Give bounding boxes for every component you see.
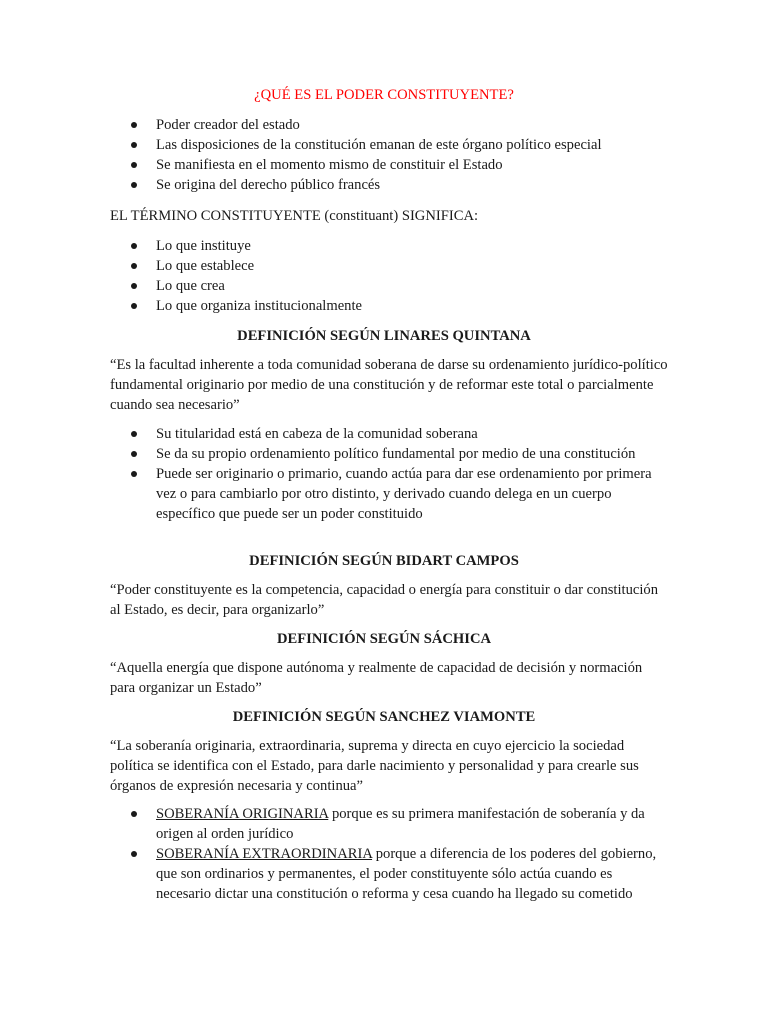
page-title: ¿QUÉ ES EL PODER CONSTITUYENTE? [254, 87, 514, 103]
bullet-icon [131, 303, 137, 309]
list-item: Lo que crea [110, 276, 670, 296]
bullet-icon [131, 851, 137, 857]
bullet-icon [131, 162, 137, 168]
bullet-icon [131, 263, 137, 269]
term-originaria: SOBERANÍA ORIGINARIA [156, 806, 329, 822]
term-heading: EL TÉRMINO CONSTITUYENTE (constituant) SIGNIFICA: [110, 208, 479, 224]
list-item: Lo que instituye [110, 236, 670, 256]
bullet-icon [131, 431, 137, 437]
list-item: Las disposiciones de la constitución emanan de este órgano político especial [110, 135, 670, 155]
list-item: Se origina del derecho público francés [110, 175, 670, 195]
list-item: Puede ser originario o primario, cuando actúa para dar ese ordenamiento por primera vez o para cambiarlo por otro distinto, y derivado cuando delega en un cuerpo específico que puede ser un poder constituido [110, 464, 670, 524]
characteristics-list [110, 115, 670, 195]
quote-linares: “Es la facultad inherente a toda comunidad soberana de darse su ordenamiento jurídico-político fundamental originario por medio de una constitución y de reformar este total o parcialmente cuando sea necesario” [110, 357, 668, 413]
term-extraordinaria: SOBERANÍA EXTRAORDINARIA [156, 846, 373, 862]
quote-sachica: “Aquella energía que dispone autónoma y realmente de capacidad de decisión y normación para organizar un Estado” [110, 660, 643, 696]
bullet-icon [131, 142, 137, 148]
linares-list [110, 424, 670, 524]
bullet-icon [131, 122, 137, 128]
section-heading-linares: DEFINICIÓN SEGÚN LINARES QUINTANA [237, 328, 531, 344]
bullet-icon [131, 471, 137, 477]
list-item: Se da su propio ordenamiento político fundamental por medio de una constitución [110, 444, 670, 464]
list-item: Lo que establece [110, 256, 670, 276]
sanchez-list [110, 804, 670, 904]
bullet-icon [131, 243, 137, 249]
list-item: Se manifiesta en el momento mismo de constituir el Estado [110, 155, 670, 175]
list-item: Poder creador del estado [110, 115, 670, 135]
list-item: SOBERANÍA ORIGINARIA porque es su primera manifestación de soberanía y da origen al orden jurídico [110, 804, 670, 844]
section-heading-bidart: DEFINICIÓN SEGÚN BIDART CAMPOS [249, 553, 519, 569]
list-item: Lo que organiza institucionalmente [110, 296, 670, 316]
list-item: SOBERANÍA EXTRAORDINARIA porque a diferencia de los poderes del gobierno, que son ordinarios y permanentes, el poder constituyente sólo actúa cuando es necesario dictar una constitución o reforma y cesa cuando ha llegado su cometido [110, 844, 670, 904]
section-heading-sachica: DEFINICIÓN SEGÚN SÁCHICA [276, 631, 492, 647]
quote-sanchez: “La soberanía originaria, extraordinaria, suprema y directa en cuyo ejercicio la sociedad política se identifica con el Estado, para darle nacimiento y personalidad y para crearle sus órganos de expresión necesaria y continua” [110, 738, 639, 794]
bullet-icon [131, 182, 137, 188]
bullet-icon [131, 283, 137, 289]
list-item: Su titularidad está en cabeza de la comunidad soberana [110, 424, 670, 444]
bullet-icon [131, 811, 137, 817]
quote-bidart: “Poder constituyente es la competencia, capacidad o energía para constituir o dar constitución al Estado, es decir, para organizarlo” [110, 582, 659, 618]
bullet-icon [131, 451, 137, 457]
term-meaning-list [110, 236, 670, 316]
section-heading-sanchez: DEFINICIÓN SEGÚN SANCHEZ VIAMONTE [232, 709, 536, 725]
